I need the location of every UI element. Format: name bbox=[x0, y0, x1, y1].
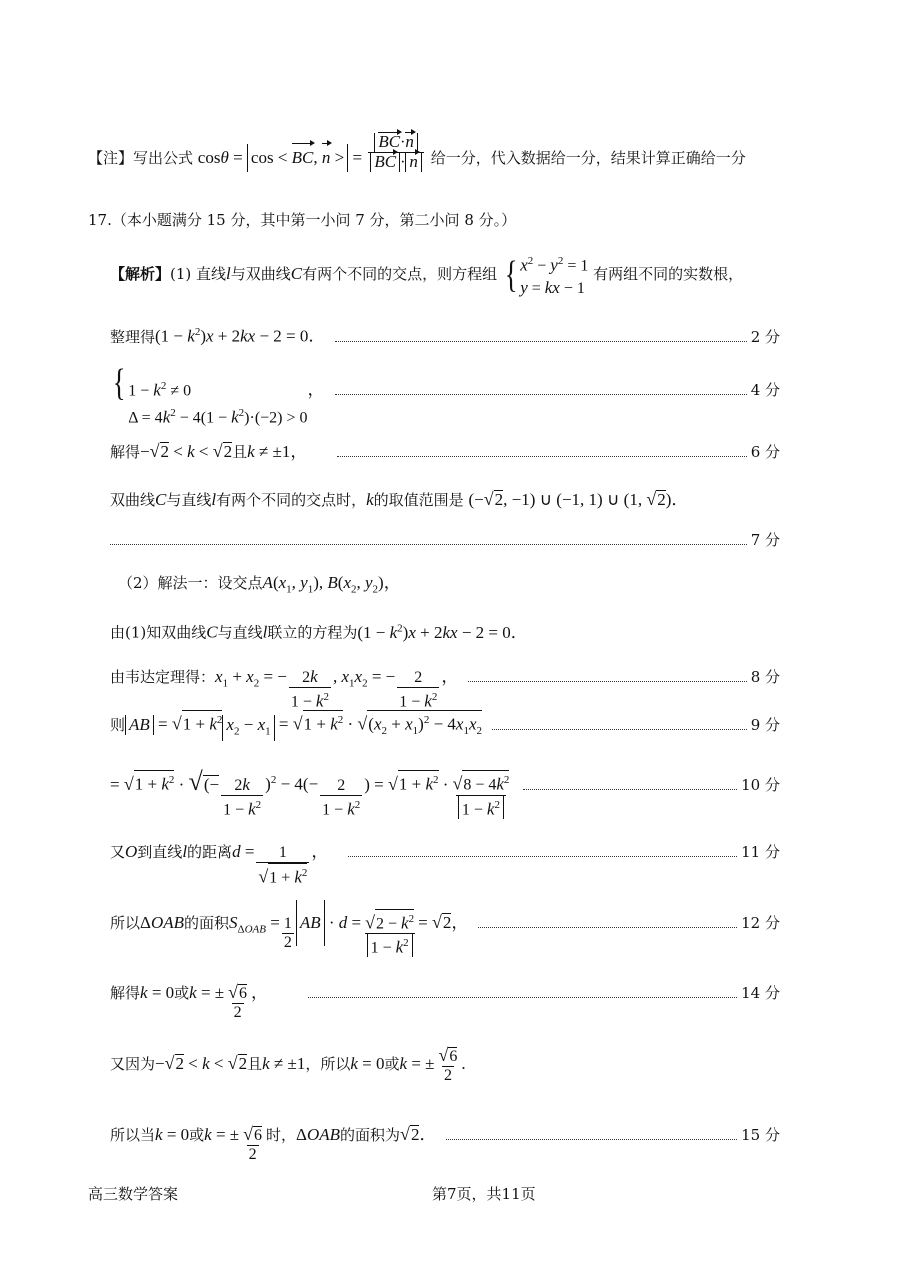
part2-method: （2）解法一：设交点$A(x_1$, $y_1$), $B(x_2$, $y_2$)， bbox=[118, 573, 401, 596]
dot-leader bbox=[348, 855, 737, 857]
score-4: 4 分 bbox=[750, 381, 780, 399]
step-area: 所以 ΔOAB 的面积 $S_{\Delta OAB}$ = $\frac{1}{2}$ AB · d = $\frac{√2 - k^2}{1 - k^2}$ = √2， 12 分 bbox=[110, 899, 780, 957]
dot-leader bbox=[110, 543, 747, 545]
equation-system: $x^2 - y^2 = 1$ y = kx − 1 bbox=[520, 255, 589, 298]
condition-system: $1 - k^2 \ne 0$ $\Delta = 4k^2 - 4(1 - k^2)\cdot(-2) > 0$ bbox=[128, 379, 308, 427]
score-2: 2 分 bbox=[750, 327, 780, 346]
dot-leader bbox=[446, 1138, 737, 1140]
score-12: 12 分 bbox=[741, 914, 780, 932]
score-15: 15 分 bbox=[741, 1126, 780, 1144]
step-simplify: 整理得 $(1 - k^2)x + 2kx - 2 = 0$． 2 分 bbox=[110, 326, 780, 346]
dot-leader bbox=[335, 393, 747, 395]
step-solve-range: 解得 −√2 < k < √2 且 k ≠ ±1， 6 分 bbox=[110, 441, 780, 461]
step-chord-length: 则 AB = $√1 + k^2$ $x_2 - x_1 = √1 + k^2 \cdot √(x_2 + x_1)^2 - 4x_1x_2$ 9 分 bbox=[110, 710, 780, 741]
step-chord-expanded: = $√1 + k^2$ · √(− $\frac{2k}{1 - k^2}$ )$^2$ − 4(− $\frac{2}{1 - k^2}$ ) = $√1 + k^2$ · $\frac{√8 - 4k^2}{1 - k^2}$ 10 分 bbox=[110, 757, 780, 819]
problem-title: 17.（本小题满分 15 分，其中第一小问 7 分，第二小问 8 分。） bbox=[88, 211, 517, 229]
dot-leader bbox=[492, 728, 747, 730]
dot-leader bbox=[523, 788, 737, 790]
dot-leader bbox=[468, 680, 746, 682]
score-11: 11 分 bbox=[741, 843, 780, 861]
part2-from-part1: 由(1)知双曲线C与直线l联立的方程为$(1 - k^2)x + 2kx - 2 = 0$． bbox=[110, 622, 528, 642]
step-range-conclusion: 双曲线C与直线l有两个不同的交点时，k的取值范围是 (−√2, −1) ∪ (−1, 1) ∪ (1, √2)． bbox=[110, 489, 689, 509]
dot-leader bbox=[337, 455, 746, 457]
analysis-intro: 【解析】(1) 直线l与双曲线C有两个不同的交点，则方程组 { $x^2 - y^2 = 1$ y = kx − 1 有两组不同的实数根， bbox=[110, 250, 743, 300]
dot-leader bbox=[478, 926, 737, 928]
formula-cos-fraction: $\frac{BC\cdot n}{BC \cdot n}$ bbox=[368, 133, 424, 172]
system-brace: { bbox=[504, 254, 518, 297]
score-8: 8 分 bbox=[750, 668, 780, 686]
score-14: 14 分 bbox=[741, 984, 780, 1002]
step-solve-k: 解得 k = 0 或 k = ± $\frac{√6}{2}$ ， 14 分 bbox=[110, 970, 780, 1022]
step-range-score bbox=[110, 530, 780, 550]
note-line bbox=[88, 131, 746, 172]
step-check-range: 又因为−√2 < k < √2且k ≠ ±1，所以k = 0或k = ± $\frac{√6}{2}$ . bbox=[110, 1044, 466, 1084]
analysis-label: 【解析】 bbox=[110, 265, 171, 284]
score-6: 6 分 bbox=[750, 443, 780, 461]
note-suffix: 给一分，代入数据给一分，结果计算正确给一分 bbox=[430, 149, 746, 167]
step-vieta: 由韦达定理得： $x_1 + x_2$ = − $\frac{2k}{1 - k^2}$ , $x_1x_2$ = − $\frac{2}{1 - k^2}$ ， 8 分 bbox=[110, 655, 780, 711]
dot-leader bbox=[308, 996, 737, 998]
step-conclusion: 所以当 k = 0 或 k = ± $\frac{√6}{2}$ 时， ΔOAB 的面积为 √2． 15 分 bbox=[110, 1111, 780, 1164]
footer-page-number: 第7页，共11页 bbox=[432, 1185, 536, 1203]
step-distance: 又 O 到直线 l 的距离 d = $\frac{1}{√1 + k^2}$ ， 11 分 bbox=[110, 829, 780, 887]
score-7: 7 分 bbox=[750, 531, 780, 549]
score-10: 10 分 bbox=[741, 775, 780, 794]
dot-leader bbox=[335, 340, 746, 342]
note-prefix: 【注】写出公式 bbox=[88, 149, 194, 167]
footer-left: 高三数学答案 bbox=[88, 1185, 179, 1203]
score-9: 9 分 bbox=[750, 715, 780, 734]
formula-cos: cosθ = cos < BC, n > = bbox=[198, 148, 367, 167]
step-conditions: { $1 - k^2 \ne 0$ $\Delta = 4k^2 - 4(1 - k^2)\cdot(-2) > 0$ ， 4 分 bbox=[110, 364, 780, 429]
